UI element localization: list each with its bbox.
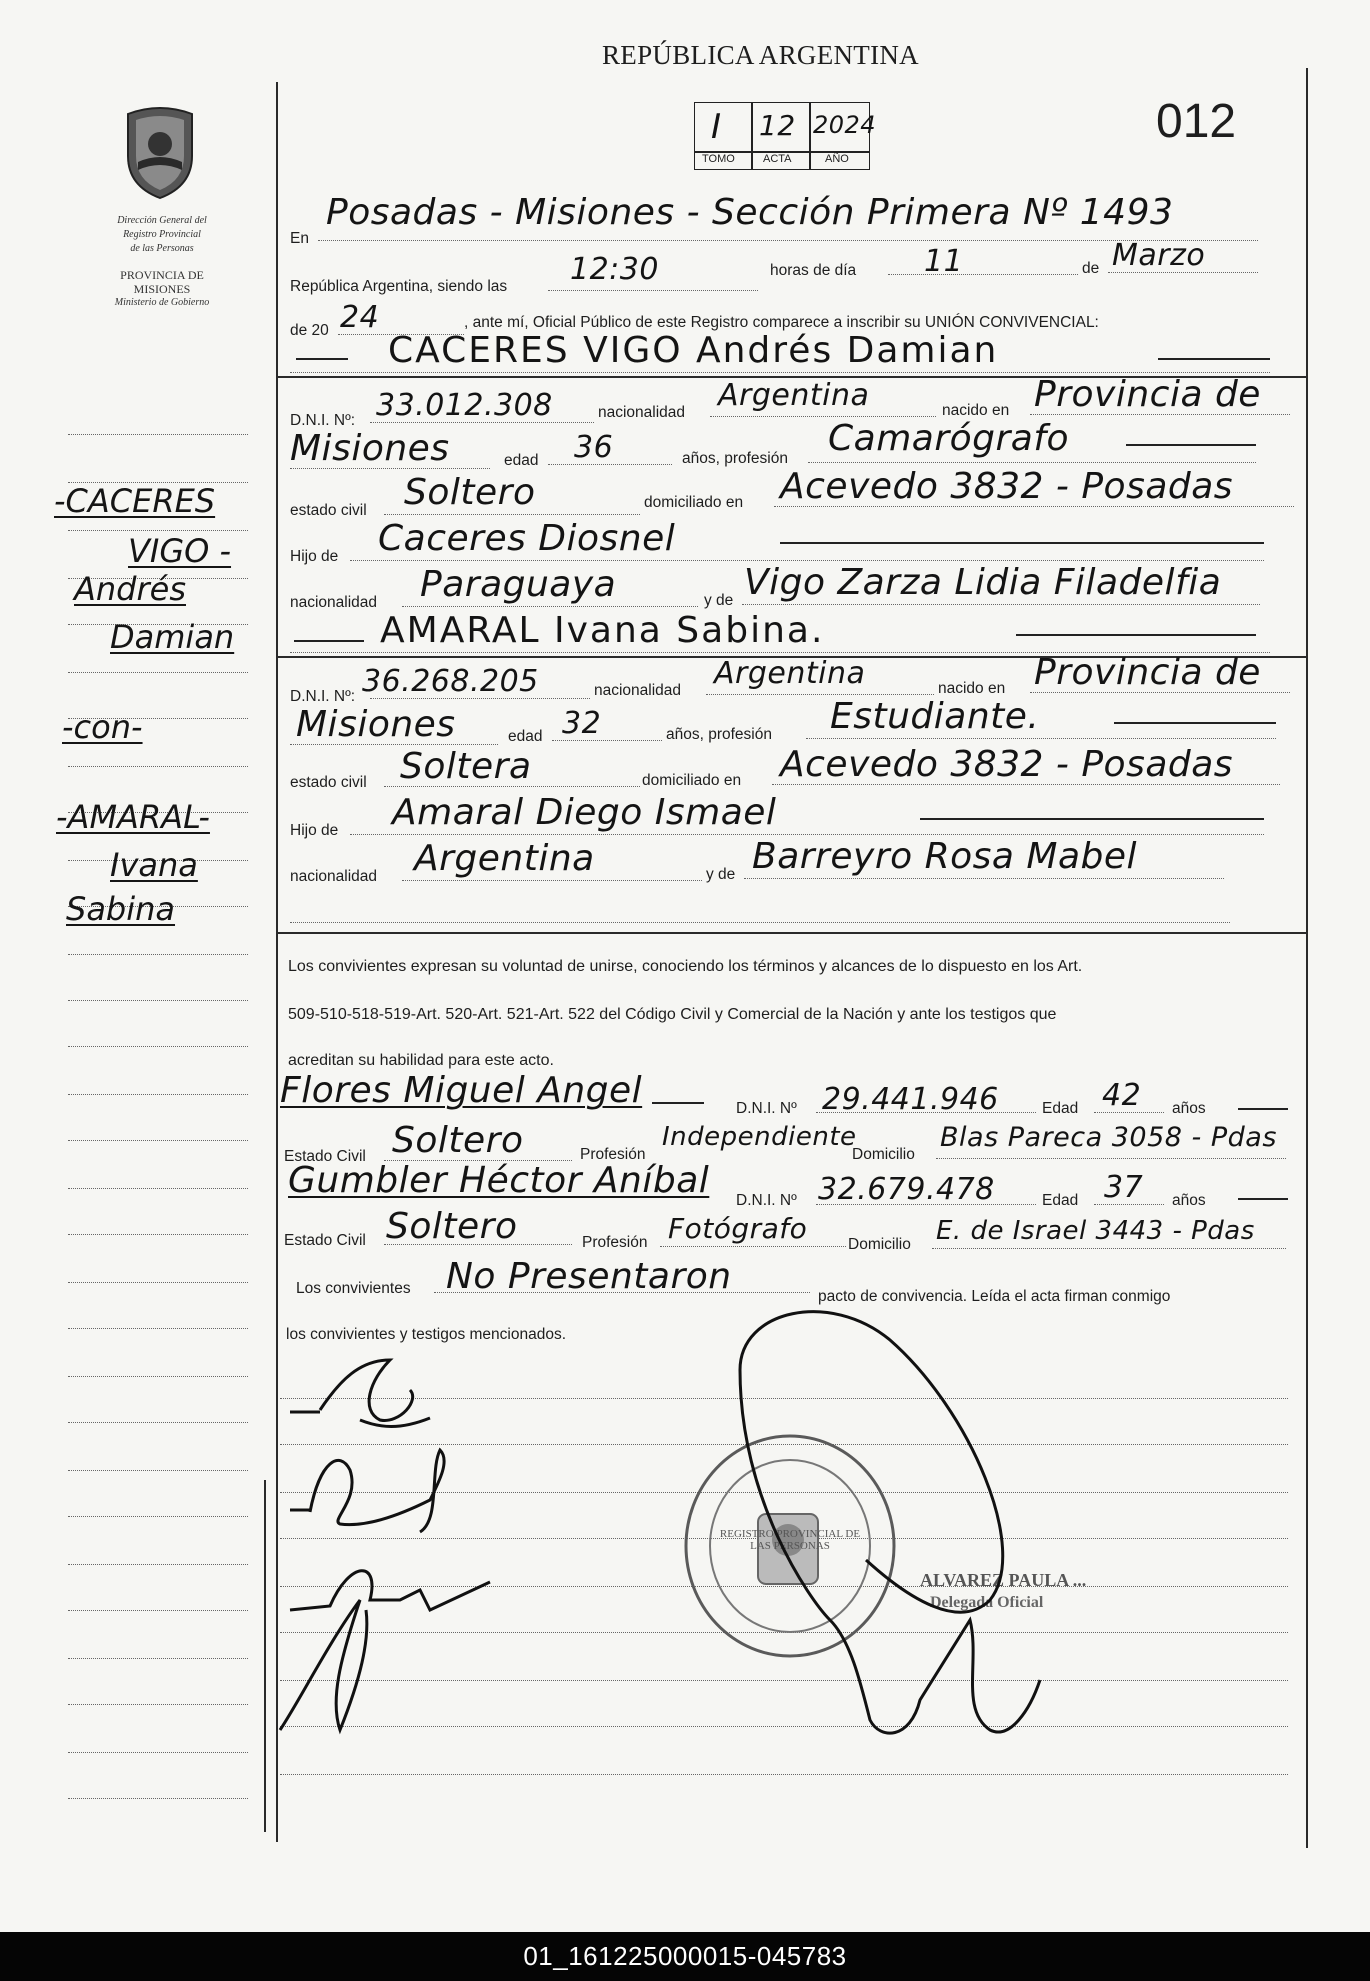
province-emblem-icon <box>122 104 198 200</box>
tomo-label: TOMO <box>702 153 735 165</box>
country-header: REPÚBLICA ARGENTINA <box>602 40 919 70</box>
signature-1 <box>290 1360 430 1427</box>
acta-label: ACTA <box>763 153 792 165</box>
person2-birthplace-1: Provincia de <box>1034 652 1261 693</box>
signature-3 <box>290 1571 490 1610</box>
witness2-civil-status: Soltero <box>386 1206 518 1247</box>
signatures-layer <box>270 1300 1310 1760</box>
margin-con: -con- <box>62 708 143 746</box>
record-number: 012 <box>1156 95 1237 148</box>
tomo-acta-anio-box <box>694 102 877 170</box>
witness2-dni: 32.679.478 <box>818 1172 995 1207</box>
registration-place: Posadas - Misiones - Sección Primera Nº 1493 <box>326 192 1174 233</box>
person1-profession: Camarógrafo <box>828 418 1070 459</box>
person1-father: Caceres Diosnel <box>378 518 676 559</box>
anio-value: 2024 <box>813 111 877 139</box>
person2-profession: Estudiante. <box>830 696 1040 737</box>
person2-birthplace-2: Misiones <box>296 704 456 745</box>
registration-day: 11 <box>924 244 964 279</box>
registration-time: 12:30 <box>570 252 659 287</box>
witness1-name: Flores Miguel Angel <box>280 1070 643 1111</box>
person1-address: Acevedo 3832 - Posadas <box>780 466 1234 507</box>
witness1-profession: Independiente <box>662 1122 857 1152</box>
signature-2 <box>290 1450 444 1532</box>
margin-name-2: VIGO - <box>128 532 232 570</box>
person1-nationality: Argentina <box>718 378 870 413</box>
person2-address: Acevedo 3832 - Posadas <box>780 744 1234 785</box>
official-stamp-line-1: ALVAREZ PAULA ... <box>920 1570 1087 1590</box>
pact-status: No Presentaron <box>446 1256 732 1297</box>
margin-name-6: Ivana <box>110 846 198 884</box>
margin-name-5: -AMARAL- <box>56 798 210 836</box>
witness2-address: E. de Israel 3443 - Pdas <box>936 1216 1255 1246</box>
person1-birthplace-2: Misiones <box>290 428 450 469</box>
person2-civil-status: Soltera <box>400 746 532 787</box>
person1-civil-status: Soltero <box>404 472 536 513</box>
declaration-line-3: acreditan su habilidad para este acto. <box>288 1052 554 1069</box>
person2-age: 32 <box>562 706 602 741</box>
person2-mother: Barreyro Rosa Mabel <box>752 836 1138 877</box>
witness1-age: 42 <box>1102 1078 1142 1113</box>
witness1-address: Blas Pareca 3058 - Pdas <box>940 1122 1277 1153</box>
witness1-civil-status: Soltero <box>392 1120 524 1161</box>
margin-name-3: Andrés <box>74 570 186 608</box>
margin-name-7: Sabina <box>66 890 176 928</box>
person1-age: 36 <box>574 430 614 465</box>
witness2-name: Gumbler Héctor Aníbal <box>288 1160 710 1201</box>
document-page: REPÚBLICA ARGENTINA 012 I 12 2024 TOMO ACTA AÑO Dirección General del Registro Provincial de las Personas PROVINCIA DE MISIONES Ministerio de Gobierno -CACERES VIGO - Andrés Damian -con- -AMARAL- Ivana Sabina En Posadas - Misiones - Sección Primera Nº 1493 República Argentina, siendo las 12:30 horas de día 11 de Marzo de 20 24 , ante mí, Oficial Público de este Registro comparece a inscribir su UNIÓN CONVIVENCIAL: CACERES VIGO Andrés Damian D.N.I. Nº: 33.012.308 nacionalidad Argentina nacido en Provincia de Misiones edad 36 años, profesión Camarógrafo estado civil Soltero domiciliado en Acevedo 3832 - Posadas Hijo de Caceres Diosnel nacionalidad Paraguaya y de Vigo Zarza Lidia Filadelfia AMARAL Ivana Sabina. D.N.I. Nº: 36.268.205 nacionalidad Argentina nacido en Provincia de Misiones edad 32 años, profesión Estudiante. estado civil Soltera domiciliado en Acevedo 3832 - Posadas Hijo de Amaral Diego Ismael nacionalidad Argentina y de Barreyro Rosa Mabel Los convivientes expresan su voluntad de unirse, conociendo los términos y alcances de lo dispuesto en los Art. 509-510-518-519-Art. 520-Art. 521-Art. 522 del Código Civil y Comercial de la Nación y ante los testigos que acreditan su habilidad para este acto. Flores Miguel Angel D.N.I. Nº 29.441.946 Edad 42 años Estado Civil Soltero Profesión Independiente Domicilio Blas Pareca 3058 - Pdas Gumbler Héctor Aníbal D.N.I. Nº 32.679.478 Edad 37 años Estado Civil Soltero Profesión Fotógrafo Domicilio E. de Israel 3443 - Pdas Los convivientes No Presentaron pacto de convivencia. Leída el acta firman conmigo los convivientes y testigos mencionados. REGISTRO PROVINCIAL DE LAS PERSONAS ALVAREZ PAULA ... Delegada Oficial <box>0 0 1370 1932</box>
registration-month: Marzo <box>1112 238 1206 273</box>
official-stamp-line-2: Delegada Oficial <box>930 1594 1044 1611</box>
witness2-age: 37 <box>1104 1170 1144 1205</box>
tomo-value: I <box>711 107 722 147</box>
acta-value: 12 <box>759 109 796 142</box>
person1-birthplace-1: Provincia de <box>1034 374 1261 415</box>
declaration-line-2: 509-510-518-519-Art. 520-Art. 521-Art. 522 del Código Civil y Comercial de la Nación y ante los testigos que <box>288 1006 1057 1023</box>
seal-text: REGISTRO PROVINCIAL DE LAS PERSONAS <box>719 1528 861 1552</box>
witness2-profession: Fotógrafo <box>668 1212 808 1245</box>
section-divider-3 <box>276 932 1308 934</box>
registration-year: 24 <box>340 300 380 335</box>
institution-block: Dirección General del Registro Provincial de las Personas PROVINCIA DE MISIONES Ministerio de Gobierno <box>114 215 210 308</box>
person1-full-name: CACERES VIGO Andrés Damian <box>388 330 999 371</box>
official-signature <box>740 1312 1040 1733</box>
person2-dni: 36.268.205 <box>362 664 539 699</box>
person2-nationality: Argentina <box>714 656 866 691</box>
file-id-footer: 01_161225000015-045783 <box>0 1932 1370 1981</box>
signature-4 <box>280 1600 367 1730</box>
margin-name-1: -CACERES <box>54 482 216 520</box>
witness1-dni: 29.441.946 <box>822 1082 999 1117</box>
declaration-line-1: Los convivientes expresan su voluntad de unirse, conociendo los términos y alcances de lo dispuesto en los Art. <box>288 958 1083 975</box>
person1-father-nationality: Paraguaya <box>420 564 617 605</box>
person1-dni: 33.012.308 <box>376 388 553 423</box>
person2-full-name: AMARAL Ivana Sabina. <box>380 610 825 651</box>
person2-father: Amaral Diego Ismael <box>392 792 777 833</box>
anio-label: AÑO <box>825 153 849 165</box>
person2-father-nationality: Argentina <box>414 838 595 879</box>
person1-mother: Vigo Zarza Lidia Filadelfia <box>744 562 1222 603</box>
margin-name-4: Damian <box>110 618 235 656</box>
